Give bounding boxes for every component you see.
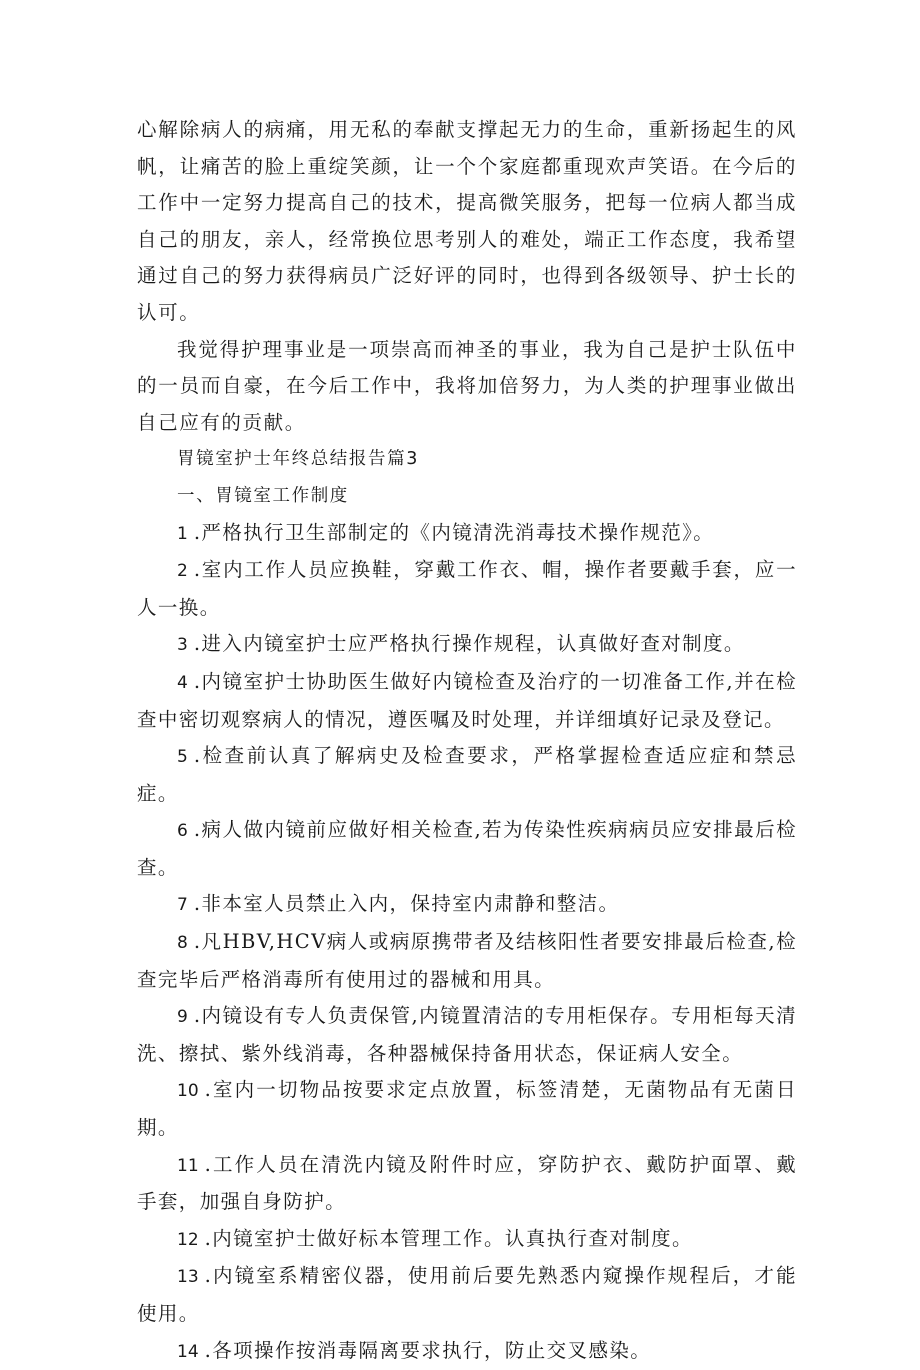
list-item [137,1221,797,1259]
item-number: 11 [177,1155,199,1176]
list-item [137,1258,797,1332]
item-number: 10 [177,1081,199,1102]
item-number: 2 [177,561,188,582]
item-text: .内镜室护士做好标本管理工作。认真执行查对制度。 [204,1226,693,1250]
list-item [137,812,797,886]
closing-paragraph: 我觉得护理事业是一项崇高而神圣的事业，我为自己是护士队伍中的一员而自豪，在今后工作中，我将加倍努力，为人类的护理事业做出自己应有的贡献。 [137,337,797,434]
item-number: 1 [177,523,188,544]
list-item [137,998,797,1072]
list-item [137,924,797,998]
rules-list [137,515,797,1370]
list-item [137,626,797,664]
list-item [137,1147,797,1221]
list-item [137,1072,797,1146]
item-number: 14 [177,1341,199,1362]
item-number: 6 [177,821,188,842]
item-text: .工作人员在清洗内镜及附件时应，穿防护衣、戴防护面罩、戴手套，加强自身防护。 [137,1152,797,1214]
item-text: .病人做内镜前应做好相关检查,若为传染性疾病病员应安排最后检查。 [137,818,797,879]
item-text: .室内一切物品按要求定点放置，标签清楚，无菌物品有无菌日期。 [137,1078,797,1140]
item-text: .内镜设有专人负责保管,内镜置清洁的专用柜保存。专用柜每天清洗、擦拭、紫外线消毒，各种器械保持备用状态，保证病人安全。 [137,1004,797,1065]
list-item [137,552,797,626]
item-number: 4 [177,672,188,693]
item-number: 3 [177,635,188,656]
list-item [137,738,797,812]
item-number: 7 [177,895,188,916]
item-number: 13 [177,1267,199,1288]
item-number: 9 [177,1007,188,1028]
item-text: .内镜室护士协助医生做好内镜检查及治疗的一切准备工作,并在检查中密切观察病人的情况，遵医嘱及时处理，并详细填好记录及登记。 [137,669,797,731]
item-number: 5 [177,747,188,768]
item-text: .室内工作人员应换鞋，穿戴工作衣、帽，操作者要戴手套，应一人一换。 [137,558,797,619]
list-item [137,886,797,924]
item-text: .进入内镜室护士应严格执行操作规程，认真做好查对制度。 [193,632,745,656]
item-number: 12 [177,1229,199,1250]
subsection-title: 一、胃镜室工作制度 [177,485,349,506]
item-text: .检查前认真了解病史及检查要求，严格掌握检查适应症和禁忌症。 [137,744,797,805]
item-text: .凡HBV,HCV病人或病原携带者及结核阳性者要安排最后检查,检查完毕后严格消毒所有使用过的器械和用具。 [137,930,797,991]
list-item [137,664,797,738]
document-body [137,112,797,1370]
item-text: .内镜室系精密仪器，使用前后要先熟悉内窥操作规程后，才能使用。 [137,1264,797,1325]
item-text: .各项操作按消毒隔离要求执行，防止交叉感染。 [204,1338,652,1362]
intro-paragraph: 心解除病人的病痛，用无私的奉献支撑起无力的生命，重新扬起生的风帆，让痛苦的脸上重绽笑颜，让一个个家庭都重现欢声笑语。在今后的工作中一定努力提高自己的技术，提高微笑服务，把每一位病人都当成自己的朋友，亲人，经常换位思考别人的难处，端正工作态度，我希望通过自己的努力获得病员广泛好评的同时，也得到各级领导、护士长的认可。 [137,118,797,324]
item-text: .非本室人员禁止入内，保持室内肃静和整洁。 [193,892,620,916]
section-title: 胃镜室护士年终总结报告篇3 [177,449,419,470]
item-number: 8 [177,933,188,954]
list-item [137,1333,797,1370]
list-item [137,515,797,553]
item-text: .严格执行卫生部制定的《内镜清洗消毒技术操作规范》。 [193,520,715,544]
